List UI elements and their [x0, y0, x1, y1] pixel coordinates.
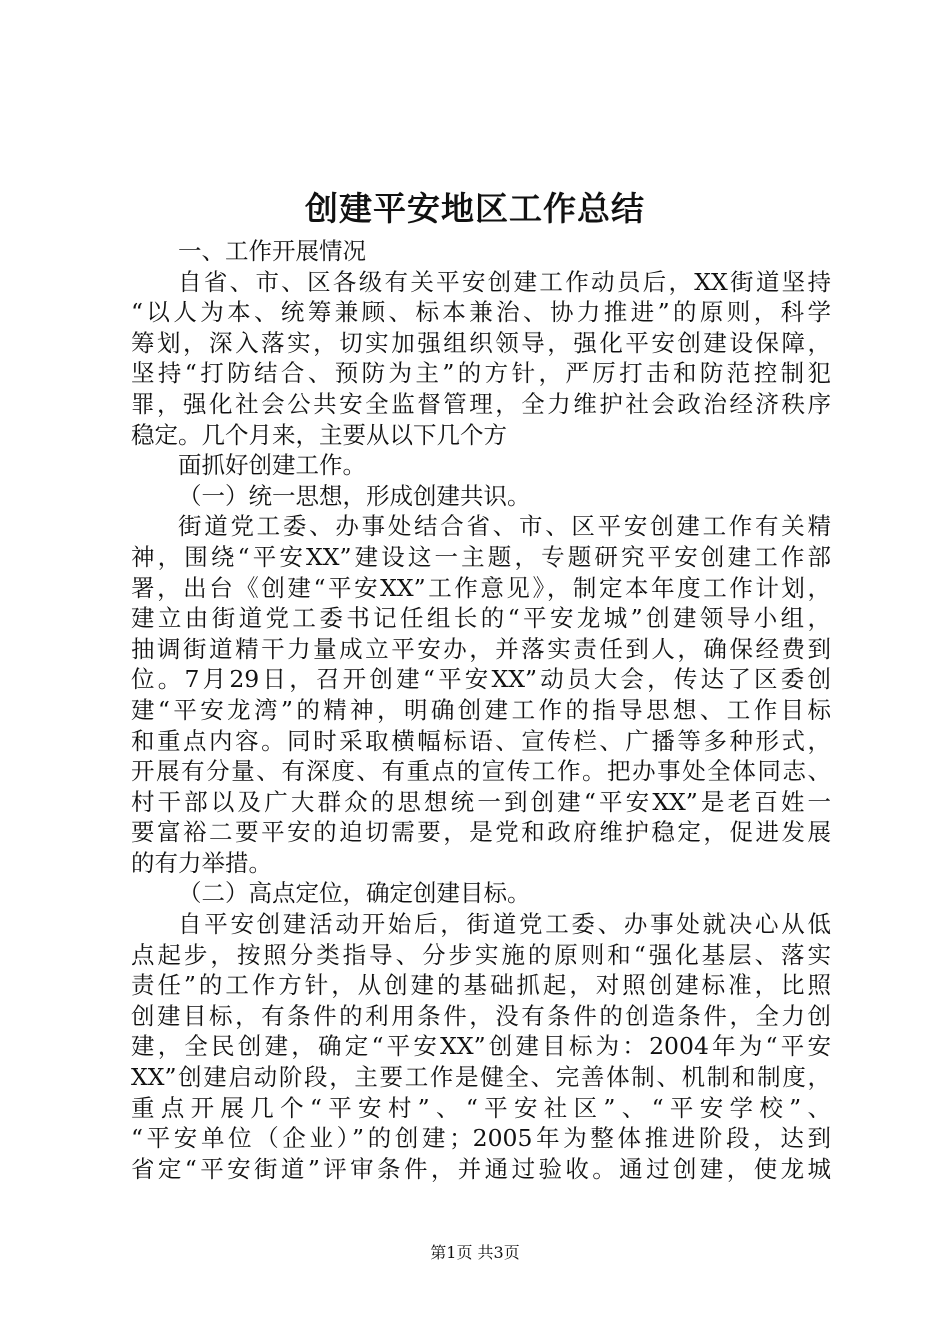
text-line: 的有力举措。: [131, 848, 272, 877]
page-footer: 第1页 共3页: [430, 1243, 520, 1262]
text-line: 建立由街道党工委书记任组长的“平安龙城”创建领导小组，: [131, 604, 831, 633]
text-line: 村干部以及广大群众的思想统一到创建“平安XX”是老百姓一: [131, 787, 831, 816]
text-line: 创建目标，有条件的利用条件，没有条件的创造条件，全力创: [131, 1001, 831, 1030]
text-line: 点起步，按照分类指导、分步实施的原则和“强化基层、落实: [131, 940, 831, 969]
document-title: 创建平安地区工作总结: [305, 189, 645, 228]
text-line: 建“平安龙湾”的精神，明确创建工作的指导思想、工作目标: [131, 695, 831, 724]
text-line: 街道党工委、办事处结合省、市、区平安创建工作有关精: [178, 512, 831, 541]
text-line: 省定“平安街道”评审条件，并通过验收。通过创建，使龙城: [131, 1154, 831, 1183]
text-line: 署，出台《创建“平安XX”工作意见》，制定本年度工作计划，: [131, 573, 831, 602]
text-line: （二）高点定位，确定创建目标。: [178, 879, 531, 908]
text-line: （一）统一思想，形成创建共识。: [178, 481, 531, 510]
text-line: XX”创建启动阶段，主要工作是健全、完善体制、机制和制度，: [131, 1063, 831, 1092]
text-line: 位。7月29日，召开创建“平安XX”动员大会，传达了区委创: [131, 665, 831, 694]
text-line: 面抓好创建工作。: [178, 451, 366, 480]
text-line: 责任”的工作方针，从创建的基础抓起，对照创建标准，比照: [131, 971, 831, 1000]
text-line: 开展有分量、有深度、有重点的宣传工作。把办事处全体同志、: [131, 757, 831, 786]
text-line: 神，围绕“平安XX”建设这一主题，专题研究平安创建工作部: [131, 542, 831, 571]
text-line: “以人为本、统筹兼顾、标本兼治、协力推进”的原则，科学: [131, 298, 831, 327]
text-line: 稳定。几个月来，主要从以下几个方: [131, 420, 507, 449]
document-body: [131, 236, 831, 1184]
text-line: 和重点内容。同时采取横幅标语、宣传栏、广播等多种形式，: [131, 726, 831, 755]
text-line: 重点开展几个“平安村”、“平安社区”、“平安学校”、: [131, 1093, 831, 1122]
text-line: 自平安创建活动开始后，街道党工委、办事处就决心从低: [178, 910, 831, 939]
text-line: 坚持“打防结合、预防为主”的方针，严厉打击和防范控制犯: [131, 359, 831, 388]
text-line: 一、工作开展情况: [178, 237, 366, 265]
text-line: 筹划，深入落实，切实加强组织领导，强化平安创建设保障，: [131, 328, 831, 357]
text-line: “平安单位（企业）”的创建；2005年为整体推进阶段，达到: [131, 1124, 831, 1153]
text-line: 抽调街道精干力量成立平安办，并落实责任到人，确保经费到: [131, 634, 831, 663]
text-line: 要富裕二要平安的迫切需要，是党和政府维护稳定，促进发展: [131, 818, 831, 847]
text-line: 建，全民创建，确定“平安XX”创建目标为：2004年为“平安: [131, 1032, 831, 1061]
text-line: 罪，强化社会公共安全监督管理，全力维护社会政治经济秩序: [131, 389, 831, 418]
text-line: 自省、市、区各级有关平安创建工作动员后，XX街道坚持: [178, 267, 831, 296]
